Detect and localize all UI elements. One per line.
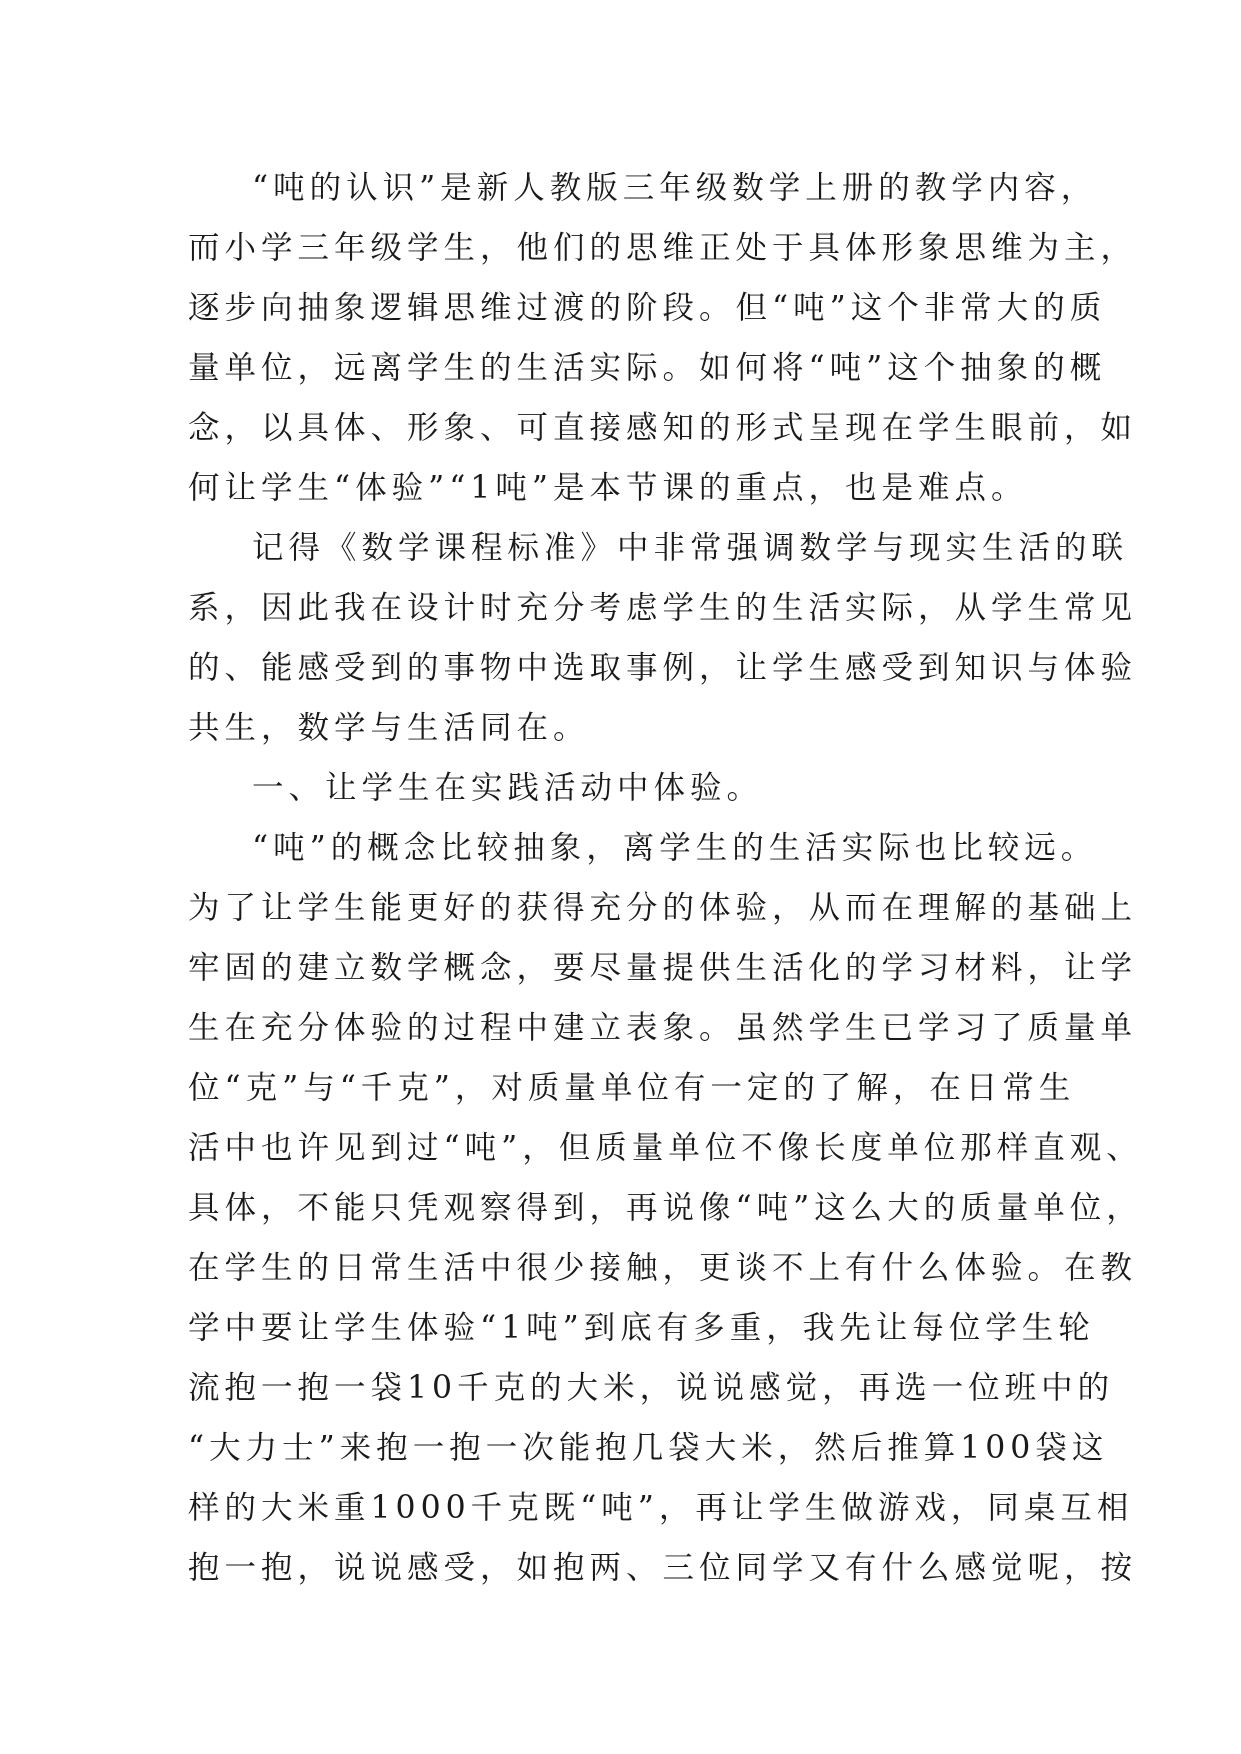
paragraph-line: “吨的认识”是新人教版三年级数学上册的教学内容， [252,170,1098,206]
paragraph-line: 记得《数学课程标准》中非常强调数学与现实生活的联 [252,530,1129,566]
section-heading: 一、让学生在实践活动中体验。 [252,770,764,806]
paragraph-line: 量单位，远离学生的生活实际。如何将“吨”这个抽象的概 [188,350,1107,386]
paragraph-line: 位“克”与“千克”，对质量单位有一定的了解，在日常生 [188,1070,1076,1106]
paragraph-line: 系，因此我在设计时充分考虑学生的生活实际，从学生常见 [188,590,1138,626]
paragraph-line: 念，以具体、形象、可直接感知的形式呈现在学生眼前，如 [188,410,1138,446]
paragraph-line: 生在充分体验的过程中建立表象。虽然学生已学习了质量单 [188,1010,1138,1046]
paragraph-line: 逐步向抽象逻辑思维过渡的阶段。但“吨”这个非常大的质 [188,290,1107,326]
paragraph-line: 在学生的日常生活中很少接触，更谈不上有什么体验。在教 [188,1250,1138,1286]
paragraph-line: 牢固的建立数学概念，要尽量提供生活化的学习材料，让学 [188,950,1138,986]
paragraph-line: “大力士”来抱一抱一次能抱几袋大米，然后推算100袋这 [188,1430,1109,1466]
paragraph-line: 共生，数学与生活同在。 [188,710,590,746]
paragraph-line: 为了让学生能更好的获得充分的体验，从而在理解的基础上 [188,890,1138,926]
paragraph-line: 何让学生“体验”“1吨”是本节课的重点，也是难点。 [188,470,1028,506]
paragraph-line: 活中也许见到过“吨”，但质量单位不像长度单位那样直观、 [188,1130,1143,1166]
paragraph-line: 而小学三年级学生，他们的思维正处于具体形象思维为主， [188,230,1138,266]
paragraph-line: 具体，不能只凭观察得到，再说像“吨”这么大的质量单位， [188,1190,1143,1226]
paragraph-line: 样的大米重1000千克既“吨”，再让学生做游戏，同桌互相 [188,1490,1134,1526]
paragraph-line: 的、能感受到的事物中选取事例，让学生感受到知识与体验 [188,650,1138,686]
paragraph-line: 抱一抱，说说感受，如抱两、三位同学又有什么感觉呢，按 [188,1550,1138,1586]
paragraph-line: 学中要让学生体验“1吨”到底有多重，我先让每位学生轮 [188,1310,1095,1346]
paragraph-line: “吨”的概念比较抽象，离学生的生活实际也比较远。 [252,830,1098,866]
paragraph-line: 流抱一抱一袋10千克的大米，说说感觉，再选一位班中的 [188,1370,1115,1406]
